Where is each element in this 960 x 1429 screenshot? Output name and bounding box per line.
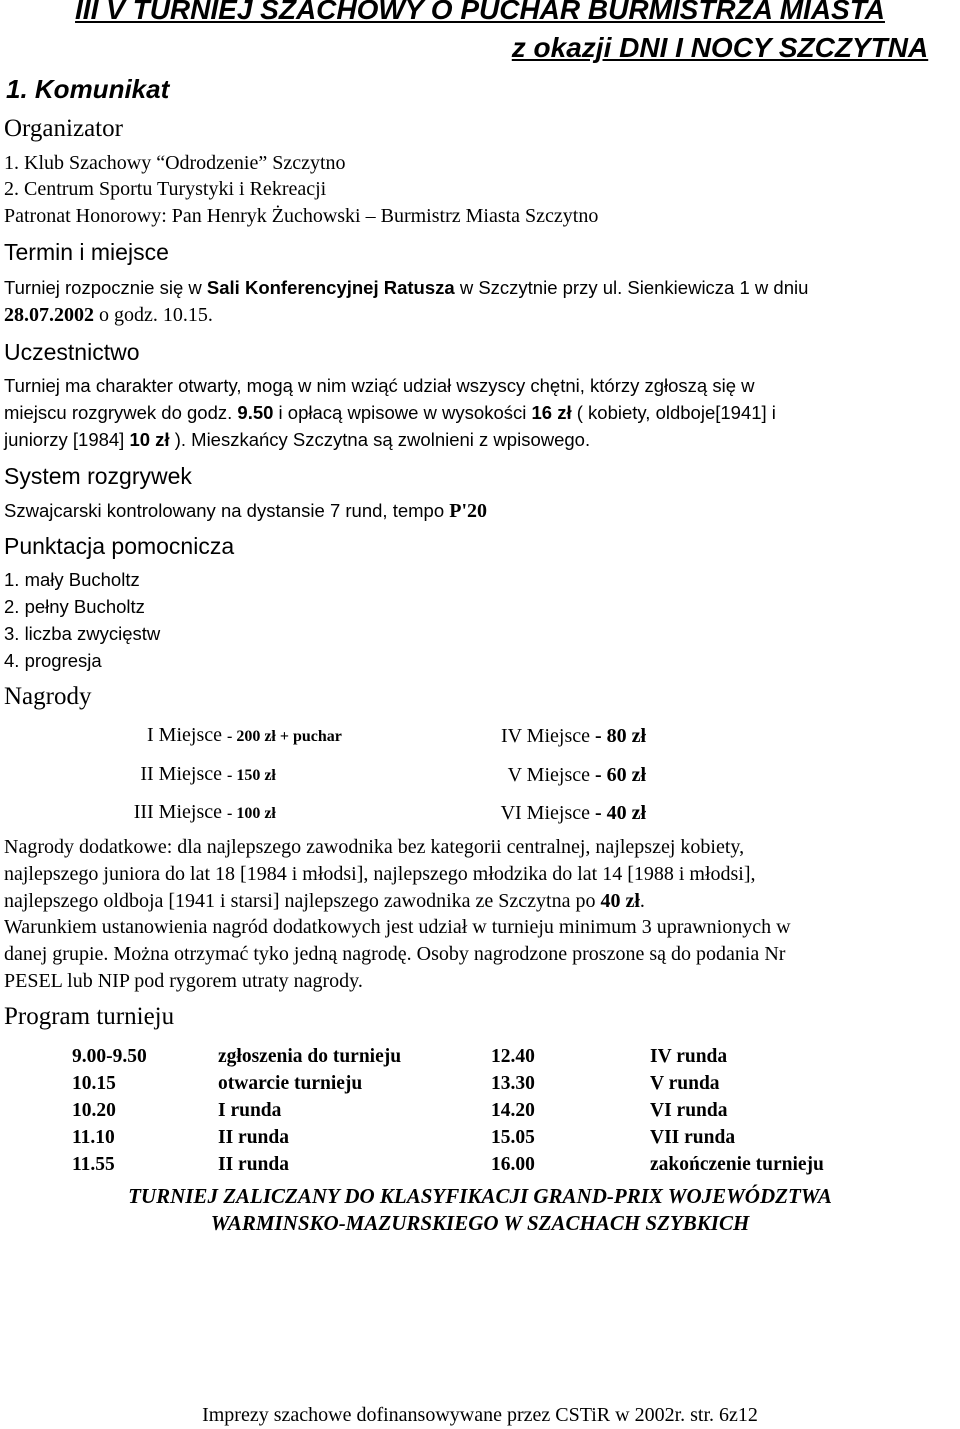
program-time: 11.55 xyxy=(72,1154,115,1175)
nagrody-heading: Nagrody xyxy=(4,683,92,710)
page-footer: Imprezy szachowe dofinansowywane przez CSTiR w 2002r. str. 6z12 xyxy=(202,1404,758,1426)
punktacja-item-1: 1. mały Bucholtz xyxy=(4,569,140,590)
prize-6 xyxy=(470,800,646,826)
program-time: 9.00-9.50 xyxy=(72,1046,147,1067)
termin-line-2 xyxy=(4,302,213,328)
program-event: V runda xyxy=(650,1073,720,1094)
punktacja-item-2: 2. pełny Bucholtz xyxy=(4,596,145,617)
uczestnictwo-text-f: juniorzy [1984] xyxy=(4,429,130,450)
program-time: 15.05 xyxy=(491,1127,535,1148)
program-heading: Program turnieju xyxy=(4,1003,175,1030)
uczestnictwo-line-2 xyxy=(4,399,776,426)
prize-2 xyxy=(100,761,276,789)
prize-1-amount: - 200 zł + puchar xyxy=(227,728,342,745)
system-tempo: P'20 xyxy=(449,500,488,522)
punktacja-heading: Punktacja pomocnicza xyxy=(4,533,235,559)
uczestnictwo-deadline: 9.50 xyxy=(237,402,274,423)
system-text: Szwajcarski kontrolowany na dystansie 7 rund, tempo xyxy=(4,500,450,521)
organizator-item-1: 1. Klub Szachowy “Odrodzenie” Szczytno xyxy=(4,152,346,174)
prize-3-place: III Miejsce xyxy=(133,801,222,823)
prize-2-place: II Miejsce xyxy=(140,763,222,785)
prize-4 xyxy=(470,723,646,749)
punktacja-item-4: 4. progresja xyxy=(4,650,102,671)
program-time: 16.00 xyxy=(491,1154,535,1175)
system-heading: System rozgrywek xyxy=(4,463,192,489)
program-event: II runda xyxy=(218,1127,289,1148)
title-line-2: z okazji DNI I NOCY SZCZYTNA xyxy=(511,32,929,63)
prize-5 xyxy=(470,762,646,788)
termin-date: 28.07.2002 xyxy=(4,304,94,326)
prize-6-place: VI Miejsce xyxy=(500,802,590,824)
termin-address: w Szczytnie przy ul. Sienkiewicza 1 w dniu xyxy=(454,277,809,298)
termin-text: Turniej rozpocznie się w xyxy=(4,277,207,298)
prize-5-place: V Miejsce xyxy=(507,764,590,786)
program-time: 14.20 xyxy=(491,1100,535,1121)
uczestnictwo-text-c: i opłacą wpisowe w wysokości xyxy=(273,402,532,423)
prize-5-amount: - 60 zł xyxy=(595,764,647,786)
program-time: 12.40 xyxy=(491,1046,535,1067)
komunikat-heading: 1. Komunikat xyxy=(6,74,170,104)
prize-6-amount: - 40 zł xyxy=(595,802,647,824)
prize-3 xyxy=(100,799,276,827)
punktacja-item-3: 3. liczba zwycięstw xyxy=(4,623,161,644)
program-time: 10.20 xyxy=(72,1100,116,1121)
uczestnictwo-heading: Uczestnictwo xyxy=(4,339,140,365)
organizator-heading: Organizator xyxy=(4,115,123,142)
program-event: otwarcie turnieju xyxy=(218,1073,363,1094)
program-event: zakończenie turnieju xyxy=(650,1154,824,1175)
uczestnictwo-line-3 xyxy=(4,426,590,453)
uczestnictwo-junior-fee: 10 zł xyxy=(129,429,170,450)
nagrody-dodatkowe-line-3 xyxy=(4,888,645,914)
closing-line-1: TURNIEJ ZALICZANY DO KLASYFIKACJI GRAND-PRIX WOJEWÓDZTWA xyxy=(128,1184,832,1208)
prize-3-amount: - 100 zł xyxy=(227,805,276,822)
program-event: IV runda xyxy=(650,1046,728,1067)
program-event: II runda xyxy=(218,1154,289,1175)
termin-venue: Sali Konferencyjnej Ratusza xyxy=(206,277,455,298)
program-event: I runda xyxy=(218,1100,282,1121)
program-time: 11.10 xyxy=(72,1127,115,1148)
uczestnictwo-line-1: Turniej ma charakter otwarty, mogą w nim wziąć udział wszyscy chętni, którzy zgłoszą się w xyxy=(4,375,755,396)
prize-2-amount: - 150 zł xyxy=(227,767,276,784)
organizator-item-2: 2. Centrum Sportu Turystyki i Rekreacji xyxy=(4,178,327,200)
nagrody-warunek-line-1: Warunkiem ustanowienia nagród dodatkowych jest udział w turnieju minimum 3 uprawnionych w xyxy=(4,916,791,938)
nagrody-dodatkowe-line-1: Nagrody dodatkowe: dla najlepszego zawodnika bez kategorii centralnej, najlepszej kobiety, xyxy=(4,836,745,858)
prize-4-place: IV Miejsce xyxy=(500,725,590,747)
uczestnictwo-fee: 16 zł xyxy=(531,402,572,423)
nagrody-warunek-line-2: danej grupie. Można otrzymać tyko jedną nagrodę. Osoby nagrodzone proszone są do podania Nr xyxy=(4,943,786,965)
termin-heading: Termin i miejsce xyxy=(4,239,169,265)
uczestnictwo-text-g: ). Mieszkańcy Szczytna są zwolnieni z wpisowego. xyxy=(169,429,591,450)
nagrody-dodatkowe-line-2: najlepszego juniora do lat 18 [1984 i młodsi], najlepszego młodzika do lat 14 [1988 i młodsi], xyxy=(4,863,756,885)
uczestnictwo-text-e: ( kobiety, oldboje[1941] i xyxy=(571,402,776,423)
nagrody-warunek-line-3: PESEL lub NIP pod rygorem utraty nagrody. xyxy=(4,970,363,992)
nagrody-dodatkowe-dot: . xyxy=(639,890,645,912)
program-event: zgłoszenia do turnieju xyxy=(218,1046,402,1067)
nagrody-dodatkowe-amount: 40 zł xyxy=(600,890,640,912)
prize-1-place: I Miejsce xyxy=(147,724,222,746)
program-event: VI runda xyxy=(650,1100,728,1121)
termin-line-1 xyxy=(4,274,808,301)
nagrody-dodatkowe-text: najlepszego oldboja [1941 i starsi] najlepszego zawodnika ze Szczytna po xyxy=(4,890,601,912)
patronat-line: Patronat Honorowy: Pan Henryk Żuchowski – Burmistrz Miasta Szczytno xyxy=(4,205,599,227)
program-event: VII runda xyxy=(650,1127,736,1148)
prize-1 xyxy=(100,722,342,750)
title-line-1: III V TURNIEJ SZACHOWY O PUCHAR BURMISTRZA MIASTA xyxy=(75,0,885,25)
termin-time: o godz. 10.15. xyxy=(94,304,213,326)
prize-4-amount: - 80 zł xyxy=(595,725,647,747)
uczestnictwo-text-a: miejscu rozgrywek do godz. xyxy=(4,402,238,423)
closing-line-2: WARMINSKO-MAZURSKIEGO W SZACHACH SZYBKICH xyxy=(210,1211,750,1235)
system-line xyxy=(4,497,487,525)
program-time: 10.15 xyxy=(72,1073,116,1094)
program-time: 13.30 xyxy=(491,1073,535,1094)
